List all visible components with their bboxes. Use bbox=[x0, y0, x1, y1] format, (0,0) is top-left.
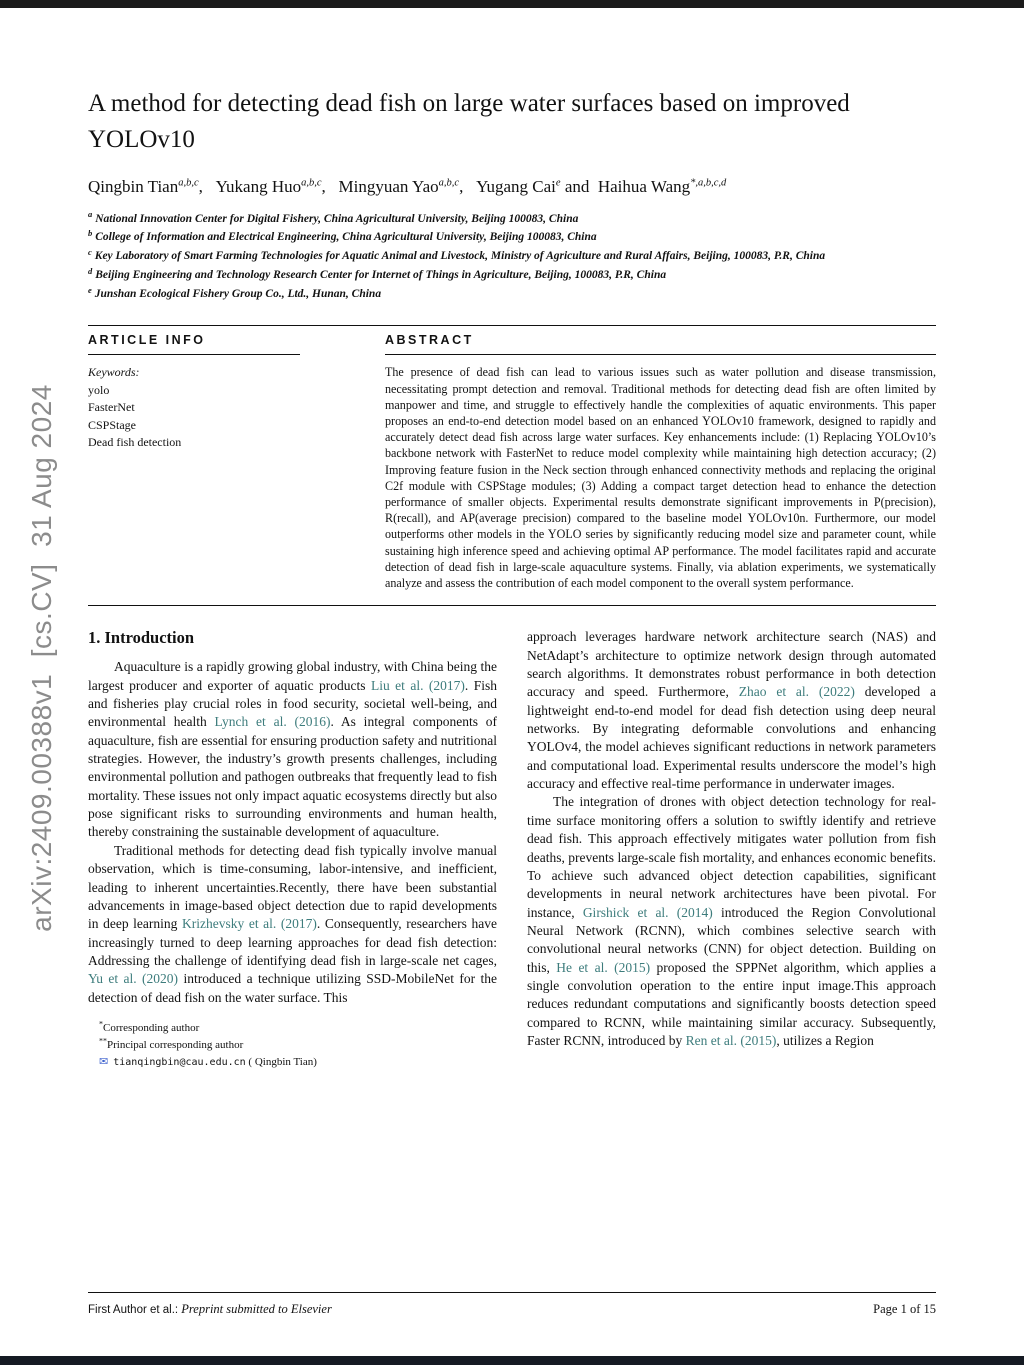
author-separator: , bbox=[198, 176, 216, 196]
body-text: . Consequently, researchers have increasingly turned to deep learning approaches for dead fish detection: Addressing the challenge of identifying dead fish in large-scale net cages, bbox=[88, 916, 498, 968]
body-text: , utilizes a Region bbox=[776, 1033, 874, 1049]
citation-link[interactable]: Lynch et al. (2016) bbox=[214, 714, 331, 730]
left-column bbox=[88, 628, 497, 1071]
author-separator: , bbox=[459, 176, 477, 196]
running-authors: First Author et al.: bbox=[88, 1304, 179, 1316]
author-affiliation-marks: a,b,c bbox=[438, 176, 460, 188]
affiliation-line: $^b$ College of Information and Electrical Engineering, China Agricultural University, Beijing 100083, China bbox=[88, 227, 597, 244]
keyword: Dead fish detection bbox=[88, 434, 182, 449]
article-info-heading: ARTICLE INFO bbox=[88, 333, 206, 348]
info-abstract-box bbox=[88, 325, 936, 606]
abstract-rule bbox=[385, 354, 936, 355]
footnote: **Principal corresponding author bbox=[99, 1036, 244, 1052]
paragraph bbox=[527, 628, 936, 793]
footnotes bbox=[88, 1020, 497, 1071]
keyword: CSPStage bbox=[88, 417, 137, 432]
page-content bbox=[88, 86, 936, 1071]
keywords-label: Keywords: bbox=[88, 365, 140, 380]
email-address[interactable]: tianqingbin@cau.edu.cn bbox=[113, 1057, 246, 1069]
footer-rule bbox=[88, 1292, 936, 1293]
author-affiliation-marks: *,a,b,c,d bbox=[690, 176, 727, 188]
affiliation-line: $^e$ Junshan Ecological Fishery Group Co., Ltd., Hunan, China bbox=[88, 284, 382, 301]
body-text: introduced the Region Convolutional Neural Network (RCNN), which combines selective search with convolutional neural networks (CNN) for object detection. Building on this, bbox=[527, 904, 937, 975]
author-separator: , bbox=[321, 176, 339, 196]
affiliation-line: $^a$ National Innovation Center for Digital Fishery, China Agricultural University, Beijing 100083, China bbox=[88, 208, 579, 225]
footer-row bbox=[88, 1300, 936, 1318]
page-number: Page 1 of 15 bbox=[873, 1302, 936, 1316]
email-owner: ( Qingbin Tian) bbox=[245, 1056, 317, 1069]
body-text: . As integral components of aquaculture, fish are essential for ensuring production safety and nutritional strategies. However, the industry’s growth presents challenges, including environmental pollution and pathogen outbreaks that frequently lead to fish mortality. These issues not only impact aquatic ecosystems directly but also pose significant risks to surrounding environments and human health, thereby constraining the sustainable development of aquaculture. bbox=[88, 714, 497, 840]
body-text: developed a lightweight end-to-end model for dead fish detection using deep neural networks. By integrating deformable convolutions and enhancing YOLOv4, the model achieves significant reductions in network parameters and computational load. Experimental results underscore the model’s high accuracy and effective real-time performance in underwater images. bbox=[527, 684, 937, 792]
body-columns bbox=[88, 628, 936, 1071]
right-column bbox=[527, 628, 936, 1071]
body-text: proposed the SPPNet algorithm, which applies a single convolution operation to the entire input image.This approach reduces redundant computations and significantly boosts detection speed compared to RCNN, while maintaining similar accuracy. Subsequently, Faster RCNN, introduced by bbox=[527, 959, 937, 1049]
author-affiliation-marks: a,b,c bbox=[178, 176, 199, 188]
author-name: Haihua Wang bbox=[597, 176, 691, 196]
preprint-note: Preprint submitted to Elsevier bbox=[178, 1302, 332, 1316]
citation-link[interactable]: Ren et al. (2015) bbox=[685, 1033, 777, 1049]
abstract-column bbox=[385, 333, 936, 591]
citation-link[interactable]: Zhao et al. (2022) bbox=[738, 684, 855, 700]
affiliation-line: $^c$ Key Laboratory of Smart Farming Technologies for Aquatic Animal and Livestock, Ministry of Agriculture and Rural Affairs, Beijing, 100083, P.R, China bbox=[88, 246, 826, 263]
page-footer bbox=[88, 1292, 936, 1318]
paragraph bbox=[88, 658, 497, 842]
email-icon: ✉ bbox=[99, 1056, 109, 1069]
affiliation-line: $^d$ Beijing Engineering and Technology Research Center for Internet of Things in Agriculture, Beijing, 100083, P.R, China bbox=[88, 265, 667, 282]
author-name: Qingbin Tian bbox=[88, 176, 179, 196]
author-name: Mingyuan Yao bbox=[338, 176, 439, 196]
body-text: introduced a technique utilizing SSD-MobileNet for the detection of dead fish on the water surface. This bbox=[88, 971, 497, 1005]
paper-title: A method for detecting dead fish on large water surfaces based on improved YOLOv10 bbox=[88, 90, 850, 154]
footnote: *Corresponding author bbox=[99, 1019, 200, 1035]
body-text: Traditional methods for detecting dead fish typically involve manual observation, which is time-consuming, labor-intensive, and inefficient, leading to inherent uncertainties.Recently, there have been substantial advancements in image-based object detection due to rapid developments in deep learning bbox=[88, 842, 497, 932]
top-edge-bar bbox=[0, 0, 1024, 8]
keyword: yolo bbox=[88, 382, 110, 397]
arxiv-watermark: arXiv:2409.00388v1 [cs.CV] 31 Aug 2024 bbox=[26, 384, 57, 932]
citation-link[interactable]: Krizhevsky et al. (2017) bbox=[182, 916, 317, 932]
keywords-list bbox=[88, 382, 300, 452]
body-text: Aquaculture is a rapidly growing global industry, with China being the largest producer and exporter of aquatic products bbox=[88, 659, 497, 693]
paragraph bbox=[88, 842, 497, 1007]
abstract-text: The presence of dead fish can lead to various issues such as water pollution and disease transmission, necessitating prompt detection and removal. Traditional methods for detecting dead fish are often limited by manpower and time, and struggle to effectively handle the complexities of aquatic environments. This paper proposes an end-to-end detection model based on an enhanced YOLOv10 framework, designed to rapidly and accurately detect dead fish across large water surfaces. Key enhancements include: (1) Replacing YOLOv10’s backbone network with FasterNet to reduce model complexity while maintaining high detection accuracy; (2) Improving feature fusion in the Neck section through enhanced connectivity methods and replacing the original C2f module with CSPStage modules; (3) Adding a compact target detection head to enhance the detection performance of smaller objects. Experimental results demonstrate significant improvements in P(precision), R(recall), and AP(average precision) compared to the baseline model YOLOv10n. Furthermore, our model outperforms other models in the YOLO series by significantly reducing model size and parameter count, while sustaining high inference speed and achieving optimal AP performance. The model facilitates rapid and accurate detection of dead fish in large-scale aquaculture systems. Finally, via ablation experiments, we systematically analyze and assess the contribution of each model component to the overall system performance. bbox=[385, 365, 936, 590]
footer-left bbox=[88, 1300, 332, 1318]
citation-link[interactable]: Girshick et al. (2014) bbox=[582, 904, 713, 920]
body-text: The integration of drones with object detection technology for real-time surface monitoring offers a solution to swiftly identify and retrieve dead fish. This approach effectively mitigates water pollution from fish deaths, prevents large-scale fish mortality, and enhances economic benefits. To achieve such advanced object detection capabilities, significant developments in neural network architectures have been pivotal. For instance, bbox=[527, 794, 936, 920]
keyword: FasterNet bbox=[88, 400, 135, 415]
authors-line bbox=[88, 177, 936, 197]
paragraph bbox=[527, 793, 936, 1050]
author-affiliation-marks: e bbox=[555, 176, 561, 188]
right-column-text bbox=[527, 628, 936, 1050]
abstract-heading: ABSTRACT bbox=[385, 333, 474, 348]
left-column-text bbox=[88, 658, 497, 1007]
author-affiliation-marks: a,b,c bbox=[301, 176, 322, 188]
author-name: Yukang Huo bbox=[215, 176, 302, 196]
article-info-rule bbox=[88, 354, 300, 355]
author-name: Yugang Cai bbox=[476, 176, 556, 196]
body-text: . Fish and fisheries play crucial roles in food security, societal well-being, and environmental health bbox=[88, 677, 497, 730]
affiliations bbox=[88, 210, 936, 305]
citation-link[interactable]: Yu et al. (2020) bbox=[88, 971, 179, 987]
section-heading-introduction: 1. Introduction bbox=[88, 628, 195, 648]
footnote-lines bbox=[88, 1020, 497, 1054]
citation-link[interactable]: He et al. (2015) bbox=[556, 959, 651, 975]
author-separator: and bbox=[560, 176, 598, 196]
article-info-column bbox=[88, 333, 300, 591]
citation-link[interactable]: Liu et al. (2017) bbox=[370, 677, 465, 693]
bottom-edge-bar bbox=[0, 1356, 1024, 1365]
body-text: approach leverages hardware network architecture search (NAS) and NetAdapt’s architecture to optimize network design through automated search algorithms. It demonstrates robust performance in both detection accuracy and speed. Furthermore, bbox=[527, 629, 936, 700]
email-line bbox=[88, 1054, 497, 1071]
